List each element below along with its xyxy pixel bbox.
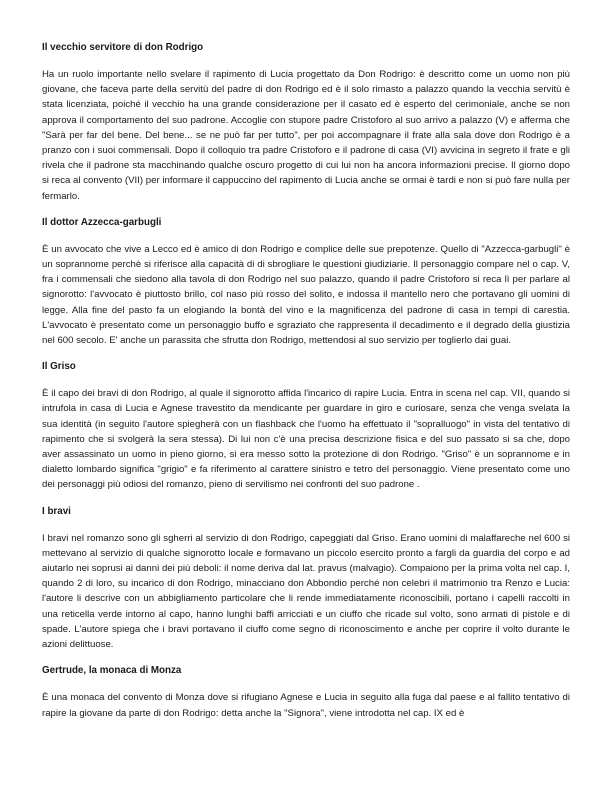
section-bravi: [42, 504, 570, 653]
section-heading: Il Griso: [42, 361, 76, 373]
section-vecchio-servitore: [42, 40, 570, 204]
section-heading: Il vecchio servitore di don Rodrigo: [42, 42, 204, 53]
section-paragraph: Ha un ruolo importante nello svelare il rapimento di Lucia progettato da Don Rodrigo: è descritto come un uomo non più giovane, che faceva parte della servitù del padre di don Rodrigo ed è il solo rimasto a palazzo quando la vecchia servitù è stata licenziata, poiché il vecchio ha una grande considerazione per il casato ed è esperto del cerimoniale, anche se non approva il comportamento del suo padrone. Accoglie con stupore padre Cristoforo al suo arrivo a palazzo (V) e afferma che "Sarà per far del bene. Del bene... se ne può far per tutto", per poi accompagnare il frate alla sala dove don Rodrigo è a pranzo con i suoi commensali. Dopo il colloquio tra padre Cristoforo e il padrone di casa (VI) avvicina in segreto il frate e gli rivela che il padrone sta macchinando qualche oscuro progetto di cui lui non ha ancora informazioni precise. Il giorno dopo si reca al convento (VII) per informare il cappuccino del rapimento di Lucia anche se ormai è tardi e non si può fare nulla per fermarlo.: [42, 69, 570, 202]
section-griso: [42, 359, 570, 492]
section-paragraph: È il capo dei bravi di don Rodrigo, al quale il signorotto affida l'incarico di rapire Lucia. Entra in scena nel cap. VII, quando si intrufola in casa di Lucia e Agnese travestito da mendicante per guardare in giro e curiosare, senza che venga svelata la sua identità (in seguito l'autore spiegherà con un flashback che l'uomo ha effettuato il "sopralluogo" in vista del tentativo di rapimento che si svolgerà la sera stessa). Di lui non c'è una precisa descrizione fisica e del suo passato si sa che, dopo aver assassinato un uomo in pieno giorno, si era messo sotto la protezione di don Rodrigo. "Griso" è un soprannome e in dialetto lombardo significa "grigio" e fa riferimento al carattere sinistro e tetro del personaggio. Viene presentato come uno dei personaggi più odiosi del romanzo, pieno di servilismo nei confronti del suo padrone .: [42, 388, 570, 491]
section-paragraph: È un avvocato che vive a Lecco ed è amico di don Rodrigo e complice delle sue prepotenze. Quello di "Azzecca-garbugli" è un soprannome perchè si riferisce alla capacità di di sbrogliare le questioni giudiziarie. Il personaggio compare nel o cap. V, fra i commensali che siedono alla tavola di don Rodrigo nel suo palazzo, quando il padre Cristoforo si reca lì per parlare al signorotto: l'avvocato è piuttosto brillo, col naso più rosso del solito, e indossa il mantello nero che portavano gli uomini di legge. Alla fine del pasto fa un elogiando la bontà del vino e la magnificenza del padrone di casa in tempi di carestia. L'avvocato è presentato come un personaggio buffo e sgraziato che rappresenta il decadimento e il degrado della giustizia nel 600 secolo. E' anche un parassita che sfrutta don Rodrigo, mettendosi al suo servizio per toglierlo dai guai.: [42, 243, 570, 347]
section-heading: Il dottor Azzecca-garbugli: [42, 216, 162, 228]
section-paragraph: È una monaca del convento di Monza dove si rifugiano Agnese e Lucia in seguito alla fuga dal paese e al fallito tentativo di rapire la giovane da parte di don Rodrigo: detta anche la "Signora", viene introdotta nel cap. IX ed è: [42, 692, 570, 719]
section-azzecca-garbugli: [42, 215, 570, 348]
section-paragraph: I bravi nel romanzo sono gli sgherri al servizio di don Rodrigo, capeggiati dal Griso. Erano uomini di malaffareche nel 600 si mettevano al servizio di qualche signorotto locale e formavano un piccolo esercito pronto a fargli da guardia del corpo e ad aiutarlo nei soprusi ai danni dei più deboli: il nome deriva dal lat. pravus (malvagio). Compaiono per la prima volta nel cap. I, quando 2 di loro, su incarico di don Rodrigo, minacciano don Abbondio perché non celebri il matrimonio tra Renzo e Lucia: l'autore li descrive con un abbigliamento particolare che li rende immediatamente riconoscibili, portano i capelli raccolti in una reticella verde intorno al capo, hanno lunghi baffi arricciati e un ciuffo che ricade sul volto, sono armati di pistole e di spade. L'autore spiega che i bravi portavano il ciuffo come segno di riconoscimento e anche per coprire il volto durante le azioni delittuose.: [42, 532, 570, 651]
section-heading: Gertrude, la monaca di Monza: [42, 665, 182, 677]
section-heading: I bravi: [42, 505, 71, 517]
section-gertrude: [42, 663, 570, 720]
